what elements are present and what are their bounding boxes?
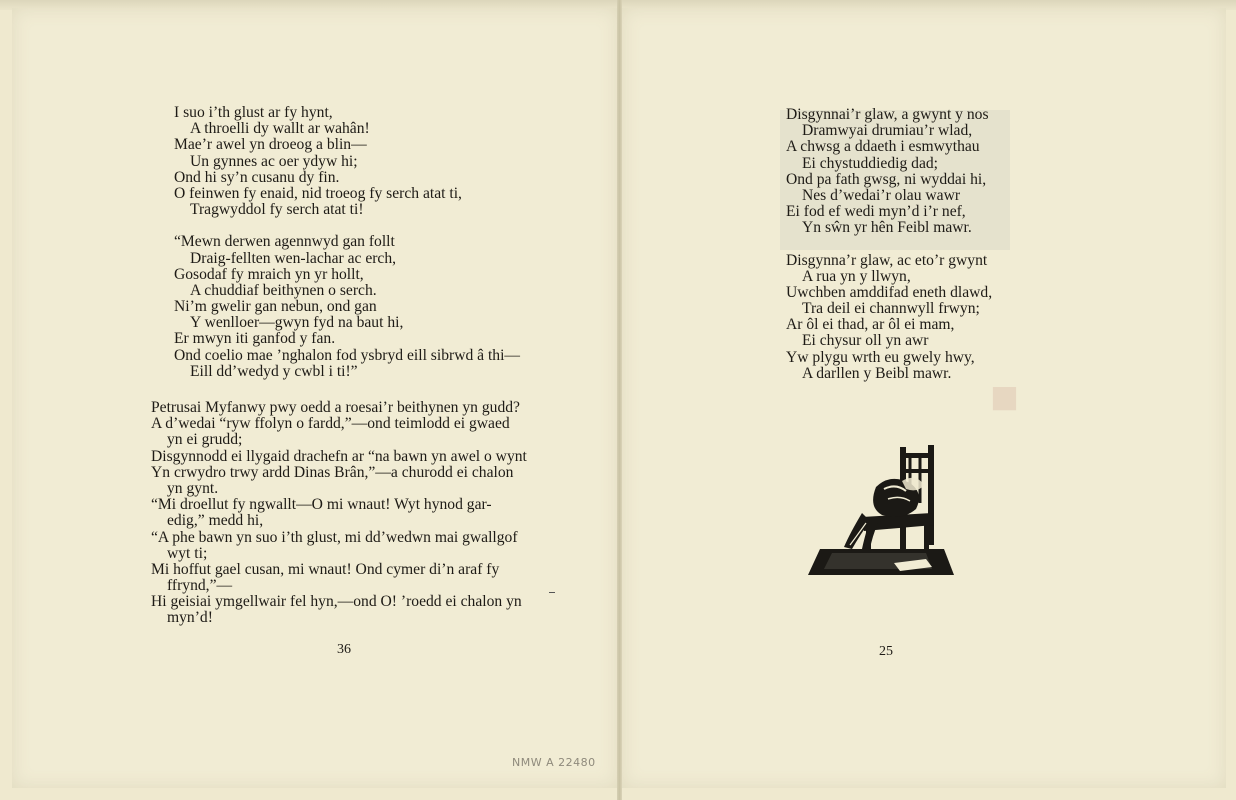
poem-line: Ni’m gwelir gan nebun, ond gan xyxy=(174,298,377,316)
poem-line: yn gynt. xyxy=(167,479,219,497)
poem-line: “Mi droellut fy ngwallt—O mi wnaut! Wyt hynod gar- xyxy=(151,496,492,514)
poem-line: Ond hi sy’n cusanu dy fin. xyxy=(174,168,340,186)
poem-line: Y wenlloer—gwyn fyd na baut hi, xyxy=(190,314,404,332)
poem-line: A darllen y Beibl mawr. xyxy=(802,364,952,382)
poem-line: Hi geisiai ymgellwair fel hyn,—ond O! ’roedd ei chalon yn xyxy=(151,593,522,611)
poem-line: Ei fod ef wedi myn’d i’r nef, xyxy=(786,203,966,221)
poem-line: wyt ti; xyxy=(167,544,208,562)
poem-line: Disgynnodd ei llygaid drachefn ar “na bawn yn awel o wynt xyxy=(151,447,527,465)
poem-line: O feinwen fy enaid, nid troeog fy serch atat ti, xyxy=(174,184,462,202)
poem-line: Er mwyn iti ganfod y fan. xyxy=(174,330,336,348)
page-number-left: 36 xyxy=(337,642,351,657)
poem-line: myn’d! xyxy=(167,609,213,627)
stanza-break xyxy=(174,218,520,234)
poem-line: Nes d’wedai’r olau wawr xyxy=(802,186,961,204)
poem-line: Eill dd’wedyd y cwbl i ti!” xyxy=(190,362,358,380)
margin-mark xyxy=(549,592,555,593)
poem-line: A chwsg a ddaeth i esmwythau xyxy=(786,138,980,156)
poem-line: Un gynnes ac oer ydyw hi; xyxy=(190,152,358,170)
poem-line: A d’wedai “ryw ffolyn o fardd,”—ond teimlodd ei gwaed xyxy=(151,415,510,433)
poem-line: Yn crwydro trwy ardd Dinas Brân,”—a churodd ei chalon xyxy=(151,463,514,481)
archive-stamp: NMW A 22480 xyxy=(512,756,596,769)
poem-line: I suo i’th glust ar fy hynt, xyxy=(174,104,333,121)
poem-line: Ei chystuddiedig dad; xyxy=(802,154,938,172)
poem-line: Disgynna’r glaw, ac eto’r gwynt xyxy=(786,251,988,269)
left-poem-stanzas xyxy=(174,105,520,380)
poem-line: Ond pa fath gwsg, ni wyddai hi, xyxy=(786,170,987,188)
poem-line: Draig-fellten wen-lachar ac erch, xyxy=(190,249,397,267)
right-poem-stanzas xyxy=(786,107,992,382)
poem-line: ffrynd,”— xyxy=(167,577,233,595)
poem-line: Uwchben amddifad eneth dlawd, xyxy=(786,283,993,301)
poem-line: A rua yn y llwyn, xyxy=(802,267,911,285)
poem-line: Disgynnai’r glaw, a gwynt y nos xyxy=(786,106,989,123)
stanza-break xyxy=(786,237,992,253)
left-prose-block xyxy=(151,400,527,627)
poem-line: “A phe bawn yn suo i’th glust, mi dd’wedwn mai gwallgof xyxy=(151,528,518,546)
poem-line: Yn sŵn yr hên Feibl mawr. xyxy=(802,219,972,237)
poem-line: Tragwyddol fy serch atat ti! xyxy=(190,201,364,219)
poem-line: yn ei grudd; xyxy=(167,431,243,449)
poem-line: A chuddiaf beithynen o serch. xyxy=(190,281,377,299)
poem-line: Petrusai Myfanwy pwy oedd a roesai’r beithynen yn gudd? xyxy=(151,399,520,416)
poem-line: Mae’r awel yn droeog a blin— xyxy=(174,136,367,154)
poem-line: Ar ôl ei thad, ar ôl ei mam, xyxy=(786,316,955,334)
poem-line: Tra deil ei channwyll frwyn; xyxy=(802,300,980,318)
poem-line: Mi hoffut gael cusan, mi wnaut! Ond cymer di’n araf fy xyxy=(151,560,500,578)
poem-line: A throelli dy wallt ar wahân! xyxy=(190,120,370,138)
page-number-right: 25 xyxy=(879,644,893,659)
poem-line: Ond coelio mae ’nghalon fod ysbryd eill sibrwd â thi— xyxy=(174,346,521,364)
book-gutter xyxy=(617,0,622,800)
poem-line: Gosodaf fy mraich yn yr hollt, xyxy=(174,265,364,283)
woodcut-figure-in-chair-icon xyxy=(806,443,958,577)
poem-line: edig,” medd hi, xyxy=(167,512,264,530)
poem-line: Yw plygu wrth eu gwely hwy, xyxy=(786,348,975,366)
poem-line: “Mewn derwen agennwyd gan follt xyxy=(174,233,395,251)
poem-line: Dramwyai drumiau’r wlad, xyxy=(802,122,973,140)
poem-line: Ei chysur oll yn awr xyxy=(802,332,929,350)
